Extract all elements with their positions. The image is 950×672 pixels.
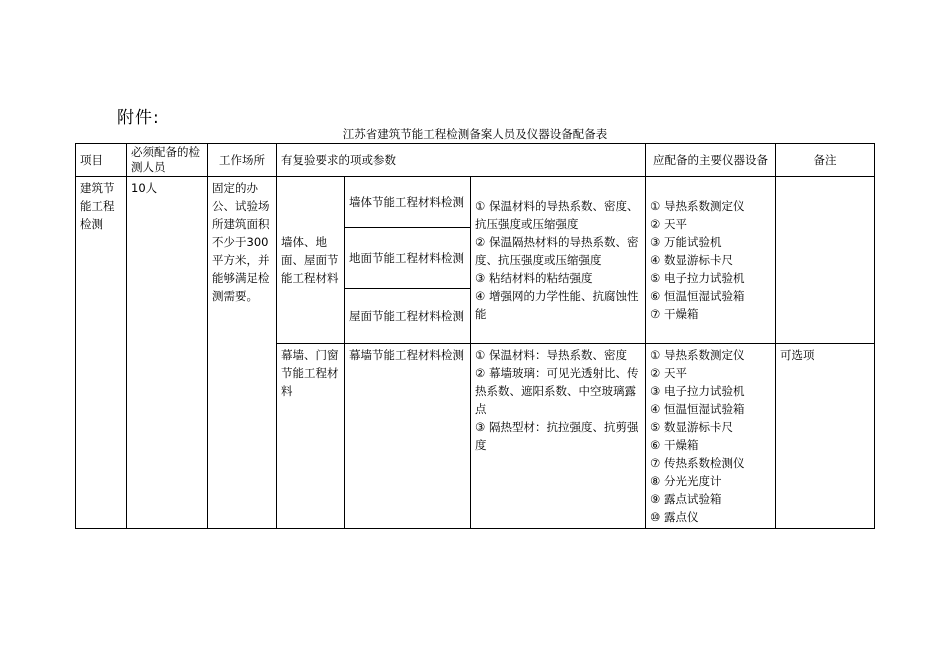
equipment-item: ⑧ 分光光度计 bbox=[650, 474, 722, 488]
personnel-cell: 10人 bbox=[127, 177, 208, 529]
subitem-floor: 地面节能工程材料检测 bbox=[345, 228, 471, 289]
header-personnel: 必须配备的检测人员 bbox=[127, 144, 208, 177]
equipment-cell-2 bbox=[646, 344, 776, 529]
table-row bbox=[76, 177, 875, 228]
header-params: 有复验要求的项或参数 bbox=[277, 144, 646, 177]
subitem-roof: 屋面节能工程材料检测 bbox=[345, 289, 471, 344]
remark-cell-2: 可选项 bbox=[776, 344, 875, 529]
param-item: ④ 增强网的力学性能、抗腐蚀性能 bbox=[475, 289, 639, 321]
equipment-item: ⑨ 露点试验箱 bbox=[650, 492, 722, 506]
subitem-wall: 墙体节能工程材料检测 bbox=[345, 177, 471, 228]
equipment-item: ④ 恒温恒湿试验箱 bbox=[650, 402, 745, 416]
equipment-item: ⑥ 恒温恒湿试验箱 bbox=[650, 289, 745, 303]
equipment-item: ① 导热系数测定仪 bbox=[650, 199, 745, 213]
equipment-item: ⑥ 干燥箱 bbox=[650, 438, 699, 452]
param-item: ② 幕墙玻璃：可见光透射比、传热系数、遮阳系数、中空玻璃露点 bbox=[475, 366, 639, 416]
params-cell-2 bbox=[471, 344, 646, 529]
param-item: ② 保温隔热材料的导热系数、密度、抗压强度或压缩强度 bbox=[475, 235, 639, 267]
attachment-label: 附件: bbox=[117, 108, 160, 128]
equipment-item: ④ 数显游标卡尺 bbox=[650, 253, 733, 267]
header-workplace: 工作场所 bbox=[208, 144, 277, 177]
param-item: ③ 粘结材料的粘结强度 bbox=[475, 271, 593, 285]
equipment-item: ⑤ 数显游标卡尺 bbox=[650, 420, 733, 434]
equipment-item: ② 天平 bbox=[650, 217, 687, 231]
param-item: ① 保温材料的导热系数、密度、抗压强度或压缩强度 bbox=[475, 199, 639, 231]
equipment-item: ⑦ 传热系数检测仪 bbox=[650, 456, 745, 470]
param-item: ③ 隔热型材：抗拉强度、抗剪强度 bbox=[475, 420, 639, 452]
table-title: 江苏省建筑节能工程检测备案人员及仪器设备配备表 bbox=[342, 127, 608, 141]
equipment-cell-1 bbox=[646, 177, 776, 344]
params-cell-1 bbox=[471, 177, 646, 344]
remark-cell-1 bbox=[776, 177, 875, 344]
workplace-cell: 固定的办公、试验场所建筑面积不少于300平方米，并能够满足检测需要。 bbox=[208, 177, 277, 529]
equipment-item: ⑦ 干燥箱 bbox=[650, 307, 699, 321]
header-row bbox=[76, 144, 875, 177]
equipment-item: ③ 万能试验机 bbox=[650, 235, 722, 249]
equipment-table bbox=[75, 143, 875, 529]
equipment-item: ⑩ 露点仪 bbox=[650, 510, 699, 524]
header-remarks: 备注 bbox=[776, 144, 875, 177]
subitem-curtain-wall: 幕墙节能工程材料检测 bbox=[345, 344, 471, 529]
equipment-item: ① 导热系数测定仪 bbox=[650, 348, 745, 362]
equipment-item: ② 天平 bbox=[650, 366, 687, 380]
equipment-item: ⑤ 电子拉力试验机 bbox=[650, 271, 745, 285]
header-equipment: 应配备的主要仪器设备 bbox=[646, 144, 776, 177]
header-project: 项目 bbox=[76, 144, 127, 177]
category-cell-1: 墙体、地面、屋面节能工程材料 bbox=[277, 177, 345, 344]
project-cell: 建筑节能工程检测 bbox=[76, 177, 127, 529]
param-item: ① 保温材料：导热系数、密度 bbox=[475, 348, 627, 362]
equipment-item: ③ 电子拉力试验机 bbox=[650, 384, 745, 398]
category-cell-2: 幕墙、门窗节能工程材料 bbox=[277, 344, 345, 529]
